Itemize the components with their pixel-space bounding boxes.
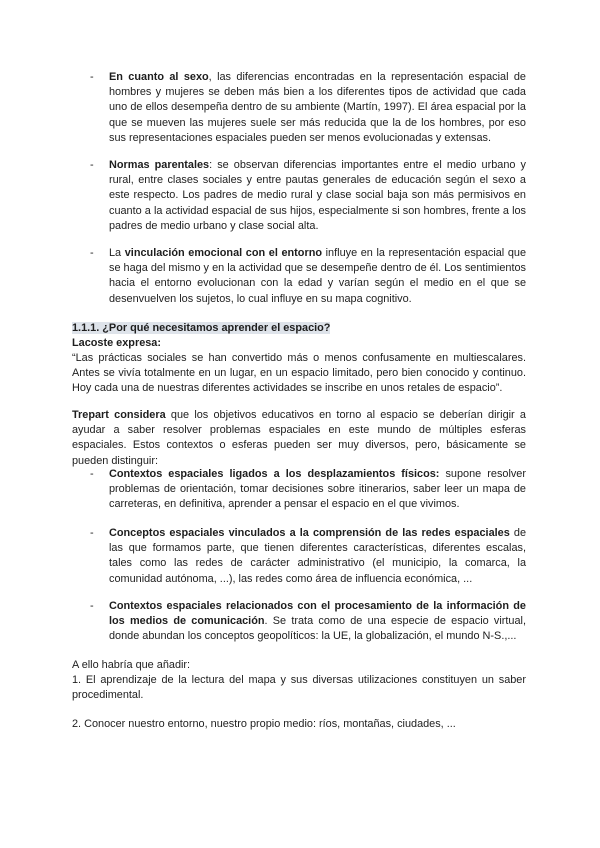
- bullet-bold-term: vinculación emocional con el entorno: [124, 247, 323, 259]
- bullet-text: [109, 526, 526, 587]
- bullet-dash: -: [90, 71, 94, 83]
- section-heading-text: 1.1.1. ¿Por qué necesitamos aprender el espacio?: [72, 322, 331, 334]
- bullet-body: : se observan diferencias importantes entre el medio urbano y rural, entre clases sociales y entre pautas generales de educación según el sexo a este respecto. Los padres de medio rural y clase social baja son más permisivos en cuanto a la actividad espacial de sus hijos, especialmente si son hombres, frente a los padres de medio urbano y clase social alta.: [109, 159, 526, 232]
- bullet-text: [109, 246, 526, 307]
- bullet-text: [109, 467, 526, 513]
- bullet-dash: -: [90, 600, 94, 612]
- trepart-bold: Trepart considera: [72, 409, 166, 421]
- closing-intro: A ello habría que añadir:: [72, 659, 191, 671]
- bullet-text: [109, 70, 526, 146]
- bullet-dash: -: [90, 159, 94, 171]
- bullet-text: [109, 599, 526, 645]
- bullet-pre: La: [109, 247, 125, 259]
- bullet-body: influye en la representación espacial que se haga del mismo y en la actividad que se desempeñe dentro de él. Los sentimientos hacia el entorno evolucionan con la edad y varían según el medio en el que se desenvuelven los sujetos, lo cual influye en su mapa cognitivo.: [109, 247, 527, 305]
- bullet-sexo: [90, 70, 526, 146]
- bullet-body: . Se trata como de una especie de espacio virtual, donde abundan los conceptos geopolíticos: la UE, la globalización, el mundo N-S.,...: [109, 615, 526, 643]
- lacoste-subheading: Lacoste expresa:: [72, 337, 161, 349]
- trepart-paragraph: [72, 408, 526, 469]
- bullet-body: de las que formamos parte, que tienen diferentes características, diferentes escalas, tales como las redes de carácter administrativo (el municipio, la comarca, la comunidad autónoma, ...), las redes como área de influencia económica, ...: [109, 527, 527, 585]
- bullet-dash: -: [90, 468, 94, 480]
- closing-item-1: 1. El aprendizaje de la lectura del mapa y sus diversas utilizaciones constituyen un saber procedimental.: [72, 674, 526, 702]
- bullet-body: , las diferencias encontradas en la representación espacial de hombres y mujeres se deben más bien a los diferentes tipos de actividad que cada uno de ellos desempeña dentro de su ambiente (Martín, 1997). El área espacial por la que se mueven las mujeres suele ser más reducida que la de los hombres, por eso sus representaciones espaciales pueden ser menos evolucionadas y extensas.: [109, 71, 526, 144]
- bullet-bold-term: Conceptos espaciales vinculados a la comprensión de las redes espaciales: [109, 527, 510, 539]
- closing-item-2: 2. Conocer nuestro entorno, nuestro propio medio: ríos, montañas, ciudades, ...: [72, 718, 456, 730]
- bullet-dash: -: [90, 527, 94, 539]
- trepart-text: que los objetivos educativos en torno al espacio se deberían dirigir a ayudar a saber resolver problemas espaciales en este mundo de múltiples esferas espaciales. Estos contextos o esferas pueden ser muy diversos, pero, básicamente se pueden distinguir:: [72, 409, 526, 467]
- bullet-bold-term: En cuanto al sexo: [109, 71, 209, 83]
- bullet-medios-comunicacion: [90, 599, 526, 645]
- bullet-bold-term: Contextos espaciales ligados a los desplazamientos físicos:: [109, 468, 440, 480]
- bullet-dash: -: [90, 247, 94, 259]
- bullet-desplazamientos: [90, 467, 526, 513]
- bullet-normas-parentales: [90, 158, 526, 234]
- bullet-bold-term: Contextos espaciales relacionados con el procesamiento de la información de los medios de comunicación: [109, 600, 526, 628]
- section-heading: [72, 321, 526, 336]
- bullet-redes-espaciales: [90, 526, 526, 587]
- lacoste-quote: “Las prácticas sociales se han convertido más o menos confusamente en multiescalares. Antes se vivía totalmente en un lugar, en un espacio limitado, pero bien conocido y continuo. Hoy cada una de nuestras diferentes actividades se inscribe en unos retales de espacio”.: [72, 352, 526, 395]
- bullet-bold-term: Normas parentales: [109, 159, 210, 171]
- bullet-vinculacion-emocional: [90, 246, 526, 307]
- bullet-text: [109, 158, 526, 234]
- bullet-body: supone resolver problemas de orientación, tomar decisiones sobre itinerarios, saber leer un mapa de carreteras, en definitiva, aprender a pensar el espacio en el que vivimos.: [109, 468, 526, 511]
